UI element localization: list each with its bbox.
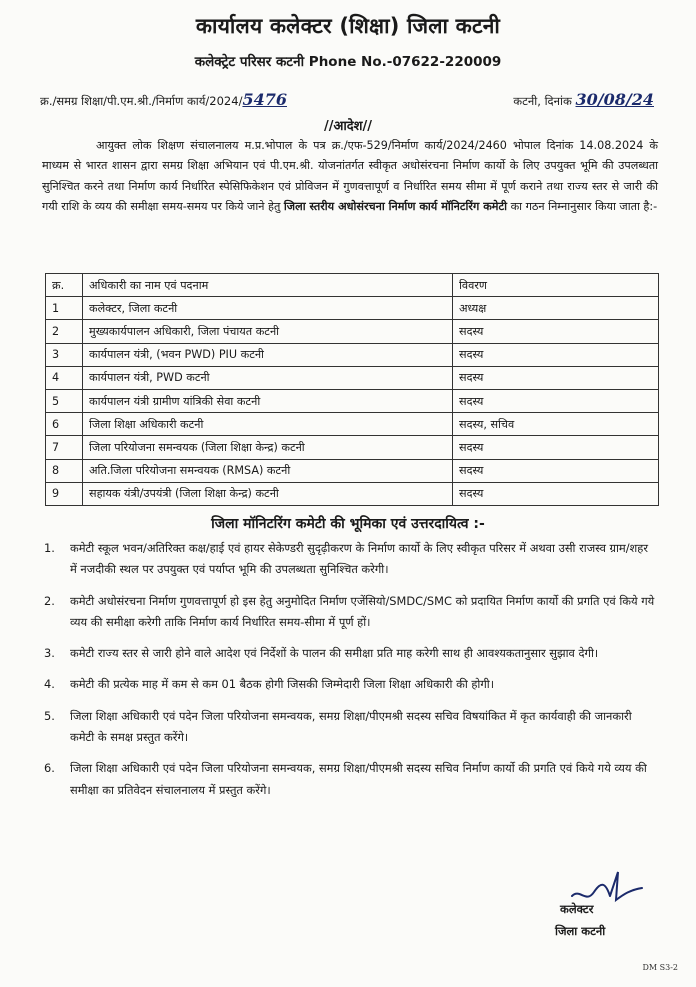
item-number: 6. bbox=[44, 761, 55, 776]
reference-date bbox=[513, 90, 654, 109]
signatory-district: जिला कटनी bbox=[555, 924, 606, 938]
column-header-serial: क्र. bbox=[46, 274, 83, 297]
office-address-phone: कलेक्ट्रेट परिसर कटनी Phone No.-07622-220009 bbox=[194, 54, 502, 70]
roles-heading: जिला मॉनिटरिंग कमेटी की भूमिका एवं उत्तरदायित्व :- bbox=[211, 516, 485, 532]
cell-serial: 5 bbox=[46, 389, 83, 412]
table-row bbox=[46, 436, 659, 459]
item-number: 1. bbox=[44, 541, 55, 555]
cell-details: अध्यक्ष bbox=[453, 297, 659, 320]
cell-officer: मुख्यकार्यपालन अधिकारी, जिला पंचायत कटनी bbox=[83, 320, 453, 343]
table-row bbox=[46, 297, 659, 320]
item-text: कमेटी राज्य स्तर से जारी होने वाले आदेश एवं निर्देशों के पालन की समीक्षा प्रति माह करेगी साथ ही आवश्यकतानुसार सुझाव देगी। bbox=[70, 646, 599, 661]
cell-details: सदस्य bbox=[453, 389, 659, 412]
cell-serial: 6 bbox=[46, 413, 83, 436]
cell-details: सदस्य bbox=[453, 482, 659, 505]
intro-text: आयुक्त लोक शिक्षण संचालनालय म.प्र.भोपाल के पत्र क्र./एफ-529/निर्माण कार्य/2024/2460 भोपाल दिनांक 14.08.2024 के माध्यम से भारत शासन द्वारा समग्र शिक्षा अभियान एवं पी.एम.श्री. योजनांतर्गत स्वीकृत अधोसंरचना निर्माण कार्यो के लिए उपयुक्त भूमि की उपलब्धता सुनिश्चित करने तथा निर्माण कार्य निर्धारित स्पेसिफिकेशन एवं प्रोविजन में गुणवत्तापूर्ण व निर्धारित समय सीमा में पूर्ण कराने तथा राज्य स्तर से जारी की गयी राशि के व्यय की समीक्षा समय-समय पर किये जाने हेतु bbox=[42, 139, 658, 213]
cell-serial: 8 bbox=[46, 459, 83, 482]
footer-code: DM S3-2 bbox=[642, 963, 678, 972]
table-row bbox=[46, 366, 659, 389]
intro-paragraph bbox=[42, 136, 658, 217]
reference-number bbox=[40, 90, 287, 109]
intro-tail: का गठन निम्नानुसार किया जाता है:- bbox=[507, 199, 658, 213]
item-text: कमेटी अधोसंरचना निर्माण गुणवत्तापूर्ण हो इस हेतु अनुमोदित निर्माण एजेंसियो/SMDC/SMC को प्रदायित निर्माण कार्यो की प्रगति एवं किये गये व्यय की समीक्षा करेगी ताकि निर्माण कार्य निर्धारित समय-सीमा में पूर्ण हों। bbox=[70, 593, 655, 629]
cell-details: सदस्य bbox=[453, 320, 659, 343]
list-item bbox=[44, 591, 656, 634]
table-row bbox=[46, 389, 659, 412]
cell-serial: 3 bbox=[46, 343, 83, 366]
duties-list bbox=[44, 538, 656, 811]
item-number: 5. bbox=[44, 708, 55, 723]
cell-serial: 7 bbox=[46, 436, 83, 459]
item-number: 2. bbox=[44, 593, 55, 608]
table-row bbox=[46, 320, 659, 343]
item-text: कमेटी की प्रत्येक माह में कम से कम 01 बैठक होगी जिसकी जिम्मेदारी जिला शिक्षा अधिकारी की होगी। bbox=[70, 677, 495, 692]
cell-serial: 4 bbox=[46, 366, 83, 389]
table-row bbox=[46, 413, 659, 436]
signatory-designation: कलेक्टर bbox=[560, 902, 594, 916]
cell-details: सदस्य, सचिव bbox=[453, 413, 659, 436]
cell-serial: 1 bbox=[46, 297, 83, 320]
cell-officer: कार्यपालन यंत्री ग्रामीण यांत्रिकी सेवा कटनी bbox=[83, 389, 453, 412]
cell-officer: जिला शिक्षा अधिकारी कटनी bbox=[83, 413, 453, 436]
list-item bbox=[44, 538, 656, 581]
item-text: कमेटी स्कूल भवन/अतिरिक्त कक्ष/हाई एवं हायर सेकेण्डरी सुदृढ़ीकरण के निर्माण कार्यो के लिए स्वीकृत परिसर में अथवा उसी राजस्व ग्राम/शहर में नजदीकी स्थल पर उपयुक्त एवं पर्याप्त भूमि की उपलब्धता सुनिश्चित करेगी। bbox=[70, 541, 649, 577]
cell-officer: सहायक यंत्री/उपयंत्री (जिला शिक्षा केन्द्र) कटनी bbox=[83, 482, 453, 505]
cell-officer: कार्यपालन यंत्री, (भवन PWD) PIU कटनी bbox=[83, 343, 453, 366]
reference-prefix: क्र./समग्र शिक्षा/पी.एम.श्री./निर्माण कार्य/2024/ bbox=[40, 94, 243, 108]
item-number: 3. bbox=[44, 646, 55, 661]
item-text: जिला शिक्षा अधिकारी एवं पदेन जिला परियोजना समन्वयक, समग्र शिक्षा/पीएमश्री सदस्य सचिव विषयांकित में कृत कार्यवाही की जानकारी कमेटी के समक्ष प्रस्तुत करेंगे। bbox=[70, 708, 632, 745]
table-row bbox=[46, 482, 659, 505]
item-number: 4. bbox=[44, 677, 55, 692]
reference-handwritten-number: 5476 bbox=[242, 90, 287, 109]
table-row bbox=[46, 459, 659, 482]
date-prefix: कटनी, दिनांक bbox=[513, 94, 572, 108]
cell-officer: अति.जिला परियोजना समन्वयक (RMSA) कटनी bbox=[83, 459, 453, 482]
committee-members-table bbox=[45, 273, 659, 506]
list-item bbox=[44, 706, 656, 749]
list-item bbox=[44, 758, 656, 801]
cell-details: सदस्य bbox=[453, 459, 659, 482]
cell-serial: 9 bbox=[46, 482, 83, 505]
item-text: जिला शिक्षा अधिकारी एवं पदेन जिला परियोजना समन्वयक, समग्र शिक्षा/पीएमश्री सदस्य सचिव निर्माण कार्यो की प्रगति एवं किये गये व्यय की समीक्षा का प्रतिवेदन संचालनालय में प्रस्तुत करेंगे। bbox=[70, 761, 647, 797]
cell-officer: कलेक्टर, जिला कटनी bbox=[83, 297, 453, 320]
table-header-row bbox=[46, 274, 659, 297]
cell-details: सदस्य bbox=[453, 366, 659, 389]
cell-officer: कार्यपालन यंत्री, PWD कटनी bbox=[83, 366, 453, 389]
handwritten-date: 30/08/24 bbox=[575, 90, 654, 109]
column-header-details: विवरण bbox=[453, 274, 659, 297]
cell-details: सदस्य bbox=[453, 343, 659, 366]
order-heading: //आदेश// bbox=[323, 119, 373, 134]
table-row bbox=[46, 343, 659, 366]
column-header-officer: अधिकारी का नाम एवं पदनाम bbox=[83, 274, 453, 297]
cell-serial: 2 bbox=[46, 320, 83, 343]
office-title: कार्यालय कलेक्टर (शिक्षा) जिला कटनी bbox=[195, 14, 501, 38]
intro-committee-name: जिला स्तरीय अधोसंरचना निर्माण कार्य मॉनिटरिंग कमेटी bbox=[283, 199, 508, 213]
list-item bbox=[44, 643, 656, 664]
cell-details: सदस्य bbox=[453, 436, 659, 459]
list-item bbox=[44, 674, 656, 695]
cell-officer: जिला परियोजना समन्वयक (जिला शिक्षा केन्द्र) कटनी bbox=[83, 436, 453, 459]
